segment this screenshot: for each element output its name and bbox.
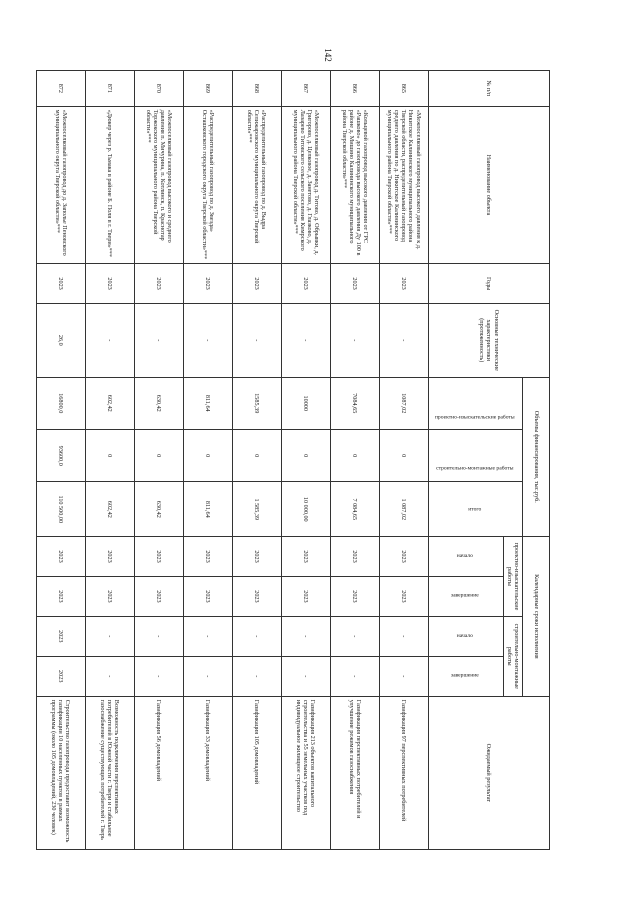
header-design-start: начало <box>428 537 503 577</box>
construction-end-value: - <box>134 656 183 696</box>
header-result: Ожидаемый результат <box>428 696 549 849</box>
row-number: 866 <box>330 71 379 107</box>
expected-result: Газификация 97 перспективных потребителей <box>379 696 428 849</box>
design-end-value: 2023 <box>134 576 183 616</box>
funding-design-value: 1585,39 <box>232 377 281 429</box>
header-row-1 <box>523 71 550 850</box>
object-name: «Межпоселковый газопровод высокого и среднего давления п. Мичурина, п. Котлинск, п. Краснотар Торжокского муниципального района Тверской области»*** <box>134 106 183 263</box>
funding-total-value: 110 500,00 <box>36 482 85 537</box>
funding-construction-value: 0 <box>281 429 330 481</box>
header-funding: Объемы финансирования, тыс.руб. <box>523 377 550 537</box>
row-characteristics: - <box>379 304 428 377</box>
expected-result: Газификация перспективных потребителей и улучшение режимов газоснабжения <box>330 696 379 849</box>
funding-design-value: 7084,65 <box>330 377 379 429</box>
funding-design-value: 10000 <box>281 377 330 429</box>
funding-design-value: 602,42 <box>85 377 134 429</box>
design-start-value: 2023 <box>330 537 379 577</box>
row-years: 2023 <box>232 264 281 304</box>
header-schedule-construction: строительно-монтажные работы <box>503 616 522 696</box>
row-characteristics: 26,0 <box>36 304 85 377</box>
header-funding-total: итого <box>428 482 522 537</box>
funding-design-value: 630,42 <box>134 377 183 429</box>
page-number: 142 <box>323 48 333 62</box>
design-start-value: 2023 <box>134 537 183 577</box>
object-name: «Распределительный газопровод по д. Звезда» Осташковского городского округа Тверской области»*** <box>183 106 232 263</box>
header-construction-start: начало <box>428 616 503 656</box>
row-number: 865 <box>379 71 428 107</box>
row-number: 871 <box>85 71 134 107</box>
construction-start-value: - <box>330 616 379 656</box>
object-name: «Кольцевой газопровод высокого давления от ГРС «Рашково» до газопровода высокого давления Ду 100 в районе д. Мишино Калининского муниципального района Тверской области»*** <box>330 106 379 263</box>
construction-end-value: 2023 <box>36 656 85 696</box>
row-characteristics: - <box>85 304 134 377</box>
header-design-end: завершение <box>428 576 503 616</box>
funding-design-value: 1087,02 <box>379 377 428 429</box>
expected-result: Газификация 105 домовладений <box>232 696 281 849</box>
expected-result: Строительство газопровода предоставит возможность газификации 10 населенных пунктов в рамках программы (около 105 домовладений, 230 человек) <box>36 696 85 849</box>
funding-total-value: 1 087,02 <box>379 482 428 537</box>
table-row <box>379 71 428 850</box>
design-end-value: 2023 <box>85 576 134 616</box>
investment-program-table <box>36 70 550 850</box>
design-start-value: 2023 <box>85 537 134 577</box>
construction-end-value: - <box>183 656 232 696</box>
object-name: «Межпоселковый газопровод высокого давления к д. Никитское Калининского муниципального района Тверской области, распределительный газопровод среднего давления по д. Никитское Калининского муниципального района Тверской области»*** <box>379 106 428 263</box>
construction-end-value: - <box>330 656 379 696</box>
construction-end-value: - <box>379 656 428 696</box>
header-schedule-design: проектно-изыскательские работы <box>503 537 522 617</box>
funding-total-value: 1 585,39 <box>232 482 281 537</box>
funding-total-value: 7 084,65 <box>330 482 379 537</box>
row-years: 2023 <box>379 264 428 304</box>
row-number: 867 <box>281 71 330 107</box>
construction-start-value: - <box>85 616 134 656</box>
funding-construction-value: 0 <box>85 429 134 481</box>
funding-construction-value: 0 <box>134 429 183 481</box>
design-start-value: 2023 <box>36 537 85 577</box>
funding-total-value: 811,64 <box>183 482 232 537</box>
funding-design-value: 811,64 <box>183 377 232 429</box>
construction-start-value: - <box>232 616 281 656</box>
funding-construction-value: 93600,0 <box>36 429 85 481</box>
table-row <box>134 71 183 850</box>
row-years: 2023 <box>330 264 379 304</box>
object-name: «Распределительный газопровод по д. Выдра Селижаровского муниципального округа Тверской области»*** <box>232 106 281 263</box>
row-characteristics: - <box>330 304 379 377</box>
construction-end-value: - <box>85 656 134 696</box>
row-characteristics: - <box>183 304 232 377</box>
row-characteristics: - <box>134 304 183 377</box>
design-start-value: 2023 <box>232 537 281 577</box>
header-schedule: Календарные сроки исполнения <box>523 537 550 697</box>
construction-start-value: - <box>183 616 232 656</box>
expected-result: Возможность подключения перспективных потребителей в Южной части г. Твери и стабильное газоснабжение существующих потребителей г. Тверь <box>85 696 134 849</box>
object-name: «Межпоселковый газопровод до д. Заполье Пеновского муниципального округа Тверской области»*** <box>36 106 85 263</box>
design-end-value: 2023 <box>183 576 232 616</box>
funding-construction-value: 0 <box>330 429 379 481</box>
row-years: 2023 <box>281 264 330 304</box>
funding-construction-value: 0 <box>379 429 428 481</box>
funding-total-value: 10 000,00 <box>281 482 330 537</box>
row-number: 872 <box>36 71 85 107</box>
row-years: 2023 <box>183 264 232 304</box>
table-row <box>232 71 281 850</box>
construction-end-value: - <box>281 656 330 696</box>
header-years: Годы <box>428 264 549 304</box>
header-construction-end: завершение <box>428 656 503 696</box>
funding-construction-value: 0 <box>183 429 232 481</box>
table-row <box>330 71 379 850</box>
row-number: 870 <box>134 71 183 107</box>
design-end-value: 2023 <box>379 576 428 616</box>
construction-start-value: - <box>134 616 183 656</box>
design-end-value: 2023 <box>36 576 85 616</box>
row-number: 868 <box>232 71 281 107</box>
table-row <box>183 71 232 850</box>
design-start-value: 2023 <box>183 537 232 577</box>
row-characteristics: - <box>232 304 281 377</box>
row-years: 2023 <box>36 264 85 304</box>
expected-result: Газификация 213 объектов капитального строительства и 55 земельных участков под индивидуальное жилищное строительство <box>281 696 330 849</box>
design-start-value: 2023 <box>281 537 330 577</box>
object-name: «Межпоселковый газопровод д. Титово, д. Обрывки, д. Григорово, д. Целковое, д. Занетово, д. Глазково, д. Лазарево Титовского сельского поселения Кимрского муниципального района Тверской области»*** <box>281 106 330 263</box>
table-row <box>36 71 85 850</box>
design-end-value: 2023 <box>330 576 379 616</box>
header-num: № п/п <box>428 71 549 107</box>
row-years: 2023 <box>134 264 183 304</box>
document-page <box>50 70 550 850</box>
funding-total-value: 602,42 <box>85 482 134 537</box>
row-characteristics: - <box>281 304 330 377</box>
row-number: 869 <box>183 71 232 107</box>
funding-total-value: 630,42 <box>134 482 183 537</box>
object-name: «Дюкер через р. Тьмака в районе Б. Поля в г. Твери»*** <box>85 106 134 263</box>
construction-end-value: - <box>232 656 281 696</box>
row-years: 2023 <box>85 264 134 304</box>
expected-result: Газификация 33 домовладений <box>183 696 232 849</box>
table-row <box>85 71 134 850</box>
header-name: Наименование объекта <box>428 106 549 263</box>
expected-result: Газификация 56 домовладений <box>134 696 183 849</box>
table-row <box>281 71 330 850</box>
design-end-value: 2023 <box>281 576 330 616</box>
construction-start-value: 2023 <box>36 616 85 656</box>
construction-start-value: - <box>281 616 330 656</box>
funding-design-value: 16800,0 <box>36 377 85 429</box>
header-funding-construction: строительно-монтажные работы <box>428 429 522 481</box>
design-start-value: 2023 <box>379 537 428 577</box>
header-characteristics: Основные технические характеристики (протяженность) <box>428 304 549 377</box>
design-end-value: 2023 <box>232 576 281 616</box>
table-body <box>36 71 428 850</box>
header-funding-design: проектно-изыскательские работы <box>428 377 522 429</box>
construction-start-value: - <box>379 616 428 656</box>
funding-construction-value: 0 <box>232 429 281 481</box>
